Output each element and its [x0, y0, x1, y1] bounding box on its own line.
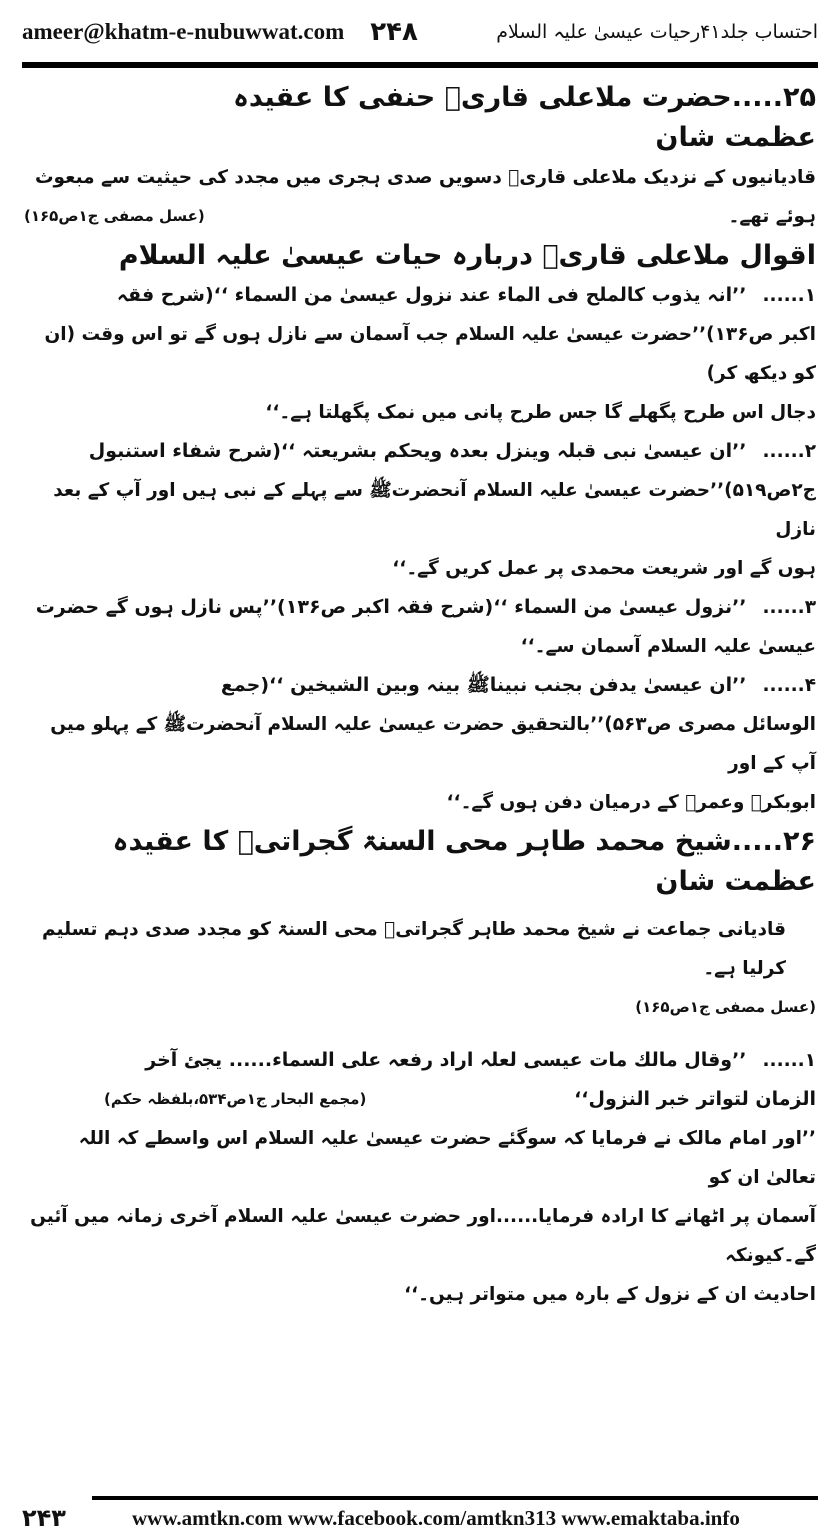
quote3-line1	[24, 588, 816, 627]
s26-quote1-row2	[24, 1080, 816, 1119]
s26-quote1-line1	[24, 1041, 816, 1080]
footer-page-number: ۲۴۳	[22, 1504, 66, 1532]
quote4-number: ۴......	[762, 675, 816, 696]
s26-quote1-line2: الزمان لتواتر خبر النزول‘‘	[574, 1088, 816, 1110]
s26-quote1-arabic: ’’وقال مالك مات عیسی لعلہ اراد رفعہ علی السماء...... یجئ آخر	[145, 1049, 747, 1071]
page-content	[24, 78, 816, 1314]
header-email: ameer@khatm-e-nubuwwat.com	[22, 19, 345, 44]
section26-intro-line1: قادیانی جماعت نے شیخ محمد طاہر گجراتیؒ محی السنۃ کو مجدد صدی دہم تسلیم کرلیا ہے۔	[42, 919, 786, 979]
header-left	[22, 17, 418, 47]
quote4-line3: ابوبکرؓ وعمرؓ کے درمیان دفن ہوں گے۔‘‘	[446, 792, 816, 813]
section25-heading: ۲۵.....حضرت ملاعلی قاریؒ حنفی کا عقیدہ	[233, 82, 816, 113]
header-rule	[22, 62, 818, 68]
section26-intro-ref: (عسل مصفی ج۱ص۱۶۵)	[635, 998, 816, 1016]
quote3-arabic: ’’نزول عیسیٰ من السماء ‘‘(شرح فقہ اکبر ص۱۳۶)’’پس نازل ہوں گے حضرت	[35, 596, 747, 618]
quote2-number: ۲......	[762, 441, 816, 462]
quote3-number: ۳......	[762, 597, 816, 618]
quote4-arabic: ’’ان عیسیٰ یدفن بجنب نبیناﷺ بینہ وبین الشیخین ‘‘(جمع	[220, 674, 747, 696]
s26-quote1-translation3: احادیث ان کے نزول کے بارہ میں متواتر ہیں۔‘‘	[404, 1284, 816, 1305]
quote1-line1	[24, 276, 816, 315]
section25-intro-line1: قادیانیوں کے نزدیک ملاعلی قاریؒ دسویں صدی ہجری میں مجدد کی حیثیت سے مبعوث	[34, 167, 816, 188]
quote4-line2: الوسائل مصری ص۵۶۳)’’بالتحقیق حضرت عیسیٰ علیہ السلام آنحضرتﷺ کے پہلو میں آپ کے اور	[50, 714, 816, 774]
s26-quote1-number: ۱......	[762, 1050, 816, 1071]
page-header	[22, 8, 818, 56]
quote2-line2: ج۲ص۵۱۹)’’حضرت عیسیٰ علیہ السلام آنحضرتﷺ سے پہلے کے نبی ہیں اور آپ کے بعد نازل	[53, 480, 816, 540]
section26-heading: ۲۶.....شیخ محمد طاہر محی السنۃ گجراتیؒ کا عقیدہ	[112, 826, 816, 857]
footer-urls: www.amtkn.com www.facebook.com/amtkn313 www.emaktaba.info	[132, 1505, 740, 1530]
s26-quote1-ref: (مجمع البحار ج۱ص۵۳۴،بلفظہ حکم)	[104, 1090, 367, 1108]
section25-intro-line2: ہوئے تھے۔	[728, 206, 816, 227]
s26-quote1-translation1: ’’اور امام مالک نے فرمایا کہ سوگئے حضرت عیسیٰ علیہ السلام اس واسطے کہ اللہ تعالیٰ ان کو	[78, 1128, 816, 1188]
quote1-arabic: ’’انہ یذوب کالملح فی الماء عند نزول عیسیٰ من السماء ‘‘(شرح فقہ	[116, 284, 747, 306]
aqwal-heading: اقوال ملاعلی قاریؒ دربارہ حیات عیسیٰ علیہ السلام	[118, 240, 816, 271]
header-book-title: احتساب جلد۴۱رحیات عیسیٰ علیہ السلام	[496, 21, 818, 43]
quote2-line3: ہوں گے اور شریعت محمدی پر عمل کریں گے۔‘‘	[392, 558, 816, 579]
quote3-line2: عیسیٰ علیہ السلام آسمان سے۔‘‘	[520, 636, 816, 657]
quote1-number: ۱......	[762, 285, 816, 306]
quote4-line1	[24, 666, 816, 705]
quote1-line3: دجال اس طرح پگھلے گا جس طرح پانی میں نمک پگھلتا ہے۔‘‘	[265, 402, 816, 423]
section25-subheading: عظمت شان	[655, 122, 816, 153]
s26-quote1-translation2: آسمان پر اٹھانے کا ارادہ فرمایا......اور حضرت عیسیٰ علیہ السلام آخری زمانہ میں آئیں گے۔کیونکہ	[30, 1206, 816, 1266]
quote2-arabic: ’’ان عیسیٰ نبی قبلہ وینزل بعدہ ویحکم بشریعتہ ‘‘(شرح شفاء استنبول	[88, 440, 747, 462]
section26-subheading: عظمت شان	[655, 866, 816, 897]
quote2-line1	[24, 432, 816, 471]
page-footer	[22, 1500, 818, 1536]
quote1-line2: اکبر ص۱۳۶)’’حضرت عیسیٰ علیہ السلام جب آسمان سے نازل ہوں گے تو اس وقت (ان کو دیکھ کر)	[44, 324, 816, 384]
section25-intro-row2	[24, 197, 816, 236]
section25-intro-ref: (عسل مصفی ج۱ص۱۶۵)	[24, 207, 205, 225]
header-page-number: ۲۴۸	[370, 17, 418, 47]
